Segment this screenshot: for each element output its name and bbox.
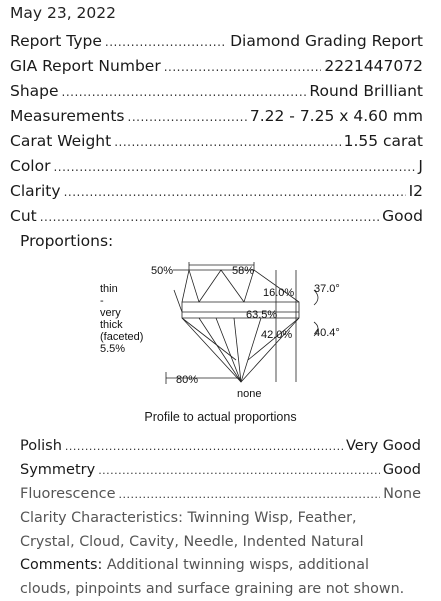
field-label: Clarity [10,182,61,200]
grade-value: Good [383,462,421,478]
field-report-number [10,57,423,81]
total-depth-label: 63.5% [246,309,277,321]
comments-label: Comments: [20,557,102,573]
dot-leader [128,110,247,124]
field-value: 2221447072 [324,57,423,75]
lower-half-label: 80% [176,374,198,386]
field-clarity [10,182,423,206]
grade-value: None [383,486,421,502]
grade-label: Symmetry [20,462,95,478]
dot-leader [105,35,227,49]
report-date: May 23, 2022 [10,4,116,22]
grade-label: Polish [20,438,62,454]
field-label: Carat Weight [10,132,111,150]
clarity-characteristics-label: Clarity Characteristics: [20,510,183,526]
field-label: Report Type [10,32,102,50]
grade-polish [20,438,421,460]
girdle-label-line: thick [100,319,123,331]
field-value: Good [382,207,423,225]
field-value: Round Brilliant [309,82,423,100]
girdle-label-line: (faceted) [100,331,143,343]
crown-height-label: 16.0% [263,287,294,299]
girdle-label-line: thin [100,283,118,295]
field-label: Cut [10,207,37,225]
crown-angle-label: 37.0° [314,283,340,295]
proportions-heading: Proportions: [20,232,113,250]
dot-leader [64,185,406,199]
girdle-label-line: - [100,295,104,307]
pavilion-angle-label: 40.4° [314,327,340,339]
girdle-label-line: very [100,307,121,319]
field-value: 7.22 - 7.25 x 4.60 mm [250,107,423,125]
star-length-label: 50% [151,265,173,277]
pavilion-depth-label: 42.0% [261,329,292,341]
culet-label: none [237,388,261,400]
clarity-characteristics [20,507,441,601]
field-label: GIA Report Number [10,57,161,75]
dot-leader [53,160,415,174]
field-shape [10,82,423,106]
dot-leader [114,135,340,149]
field-report-type [10,32,423,56]
field-carat-weight [10,132,423,156]
dot-leader [119,488,381,501]
girdle-label-line: 5.5% [100,343,125,355]
field-value: I2 [409,182,423,200]
grade-fluorescence [20,486,421,508]
dot-leader [98,464,380,477]
field-value: 1.55 carat [344,132,423,150]
grade-value: Very Good [346,438,421,454]
dot-leader [164,60,322,74]
field-label: Measurements [10,107,125,125]
comments-line2: clouds, pinpoints and surface graining are not shown. [20,578,441,601]
field-value: J [418,157,423,175]
dot-leader [40,210,379,224]
field-cut [10,207,423,231]
table-percent-label: 58% [232,265,254,277]
field-label: Shape [10,82,59,100]
field-measurements [10,107,423,131]
dot-leader [62,85,307,99]
dot-leader [65,440,343,453]
clarity-characteristics-line2: Crystal, Cloud, Cavity, Needle, Indented Natural [20,531,441,555]
diagram-caption: Profile to actual proportions [0,410,441,424]
field-value: Diamond Grading Report [230,32,423,50]
grade-label: Fluorescence [20,486,116,502]
comments-text: Additional twinning wisps, additional [107,557,369,573]
field-label: Color [10,157,50,175]
field-color [10,157,423,181]
proportions-diagram [86,260,356,405]
clarity-characteristics-text: Twinning Wisp, Feather, [187,510,356,526]
grade-symmetry [20,462,421,484]
